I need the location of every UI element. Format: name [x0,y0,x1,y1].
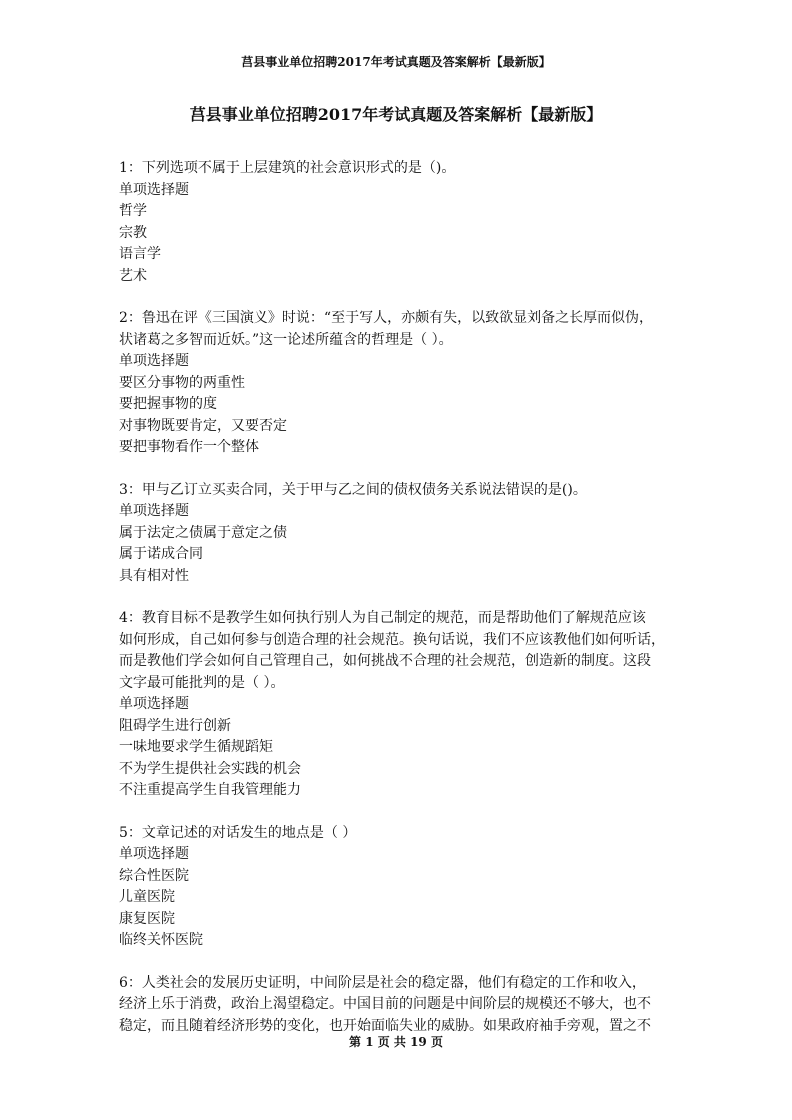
question-4 [119,608,679,802]
running-header: 莒县事业单位招聘2017年考试真题及答案解析【最新版】 [241,55,551,69]
answer-option: 儿童医院 [119,889,175,905]
question-stem-line: 状诸葛之多智而近妖。”这一论述所蕴含的哲理是（ ）。 [119,331,453,348]
question-type: 单项选择题 [119,503,189,519]
question-stem-line: 2：鲁迅在评《三国演义》时说：“至于写人，亦颇有失，以致欲显刘备之长厚而似伪， [119,310,654,326]
answer-option: 艺术 [119,267,147,284]
answer-option: 阻碍学生进行创新 [119,717,231,734]
question-stem-line: 4：教育目标不是教学生如何执行别人为自己制定的规范，而是帮助他们了解规范应该 [119,610,646,626]
page-number: 第 1 页 共 19 页 [349,1035,443,1049]
document-title: 莒县事业单位招聘2017年考试真题及答案解析【最新版】 [189,105,603,124]
answer-option: 宗教 [119,224,147,241]
answer-option: 哲学 [119,203,147,219]
question-stem-line: 如何形成，自己如何参与创造合理的社会规范。换句话说，我们不应该教他们如何听话， [119,631,665,648]
answer-option: 对事物既要肯定，又要否定 [119,417,287,434]
question-stem-line: 3：甲与乙订立买卖合同，关于甲与乙之间的债权债务关系说法错误的是()。 [119,481,587,498]
answer-option: 语言学 [119,246,161,262]
answer-option: 要把握事物的度 [119,396,217,412]
question-stem-line: 而是教他们学会如何自己管理自己，如何挑战不合理的社会规范，创造新的制度。这段 [119,653,651,669]
question-stem-line: 经济上乐于消费，政治上渴望稳定。中国目前的问题是中间阶层的规模还不够大，也不 [119,996,651,1012]
question-stem-line: 5：文章记述的对话发生的地点是（ ） [119,824,357,841]
question-stem-line: 1：下列选项不属于上层建筑的社会意识形式的是（)。 [119,160,456,176]
answer-option: 要区分事物的两重性 [119,374,245,391]
answer-option: 属于诺成合同 [119,546,203,562]
question-6 [119,973,679,1038]
question-1 [119,158,679,287]
question-type: 单项选择题 [119,696,189,712]
answer-option: 不为学生提供社会实践的机会 [119,760,301,777]
question-5 [119,823,679,952]
answer-option: 一味地要求学生循规蹈矩 [119,739,273,755]
question-stem-line: 6：人类社会的发展历史证明，中间阶层是社会的稳定器，他们有稳定的工作和收入， [119,974,646,991]
question-list [119,158,679,1058]
question-type: 单项选择题 [119,181,189,198]
question-type: 单项选择题 [119,846,189,862]
answer-option: 要把事物看作一个整体 [119,439,259,455]
question-stem-line: 文字最可能批判的是（ ）。 [119,674,285,691]
question-2 [119,308,679,459]
question-stem-line: 稳定，而且随着经济形势的变化，也开始面临失业的威胁。如果政府袖手旁观，置之不 [119,1017,651,1034]
question-3 [119,480,679,588]
answer-option: 临终关怀医院 [119,932,203,948]
answer-option: 不注重提高学生自我管理能力 [119,782,301,798]
answer-option: 综合性医院 [119,867,189,884]
answer-option: 康复医院 [119,910,175,927]
answer-option: 属于法定之债属于意定之债 [119,524,287,541]
question-type: 单项选择题 [119,353,189,369]
answer-option: 具有相对性 [119,567,189,584]
